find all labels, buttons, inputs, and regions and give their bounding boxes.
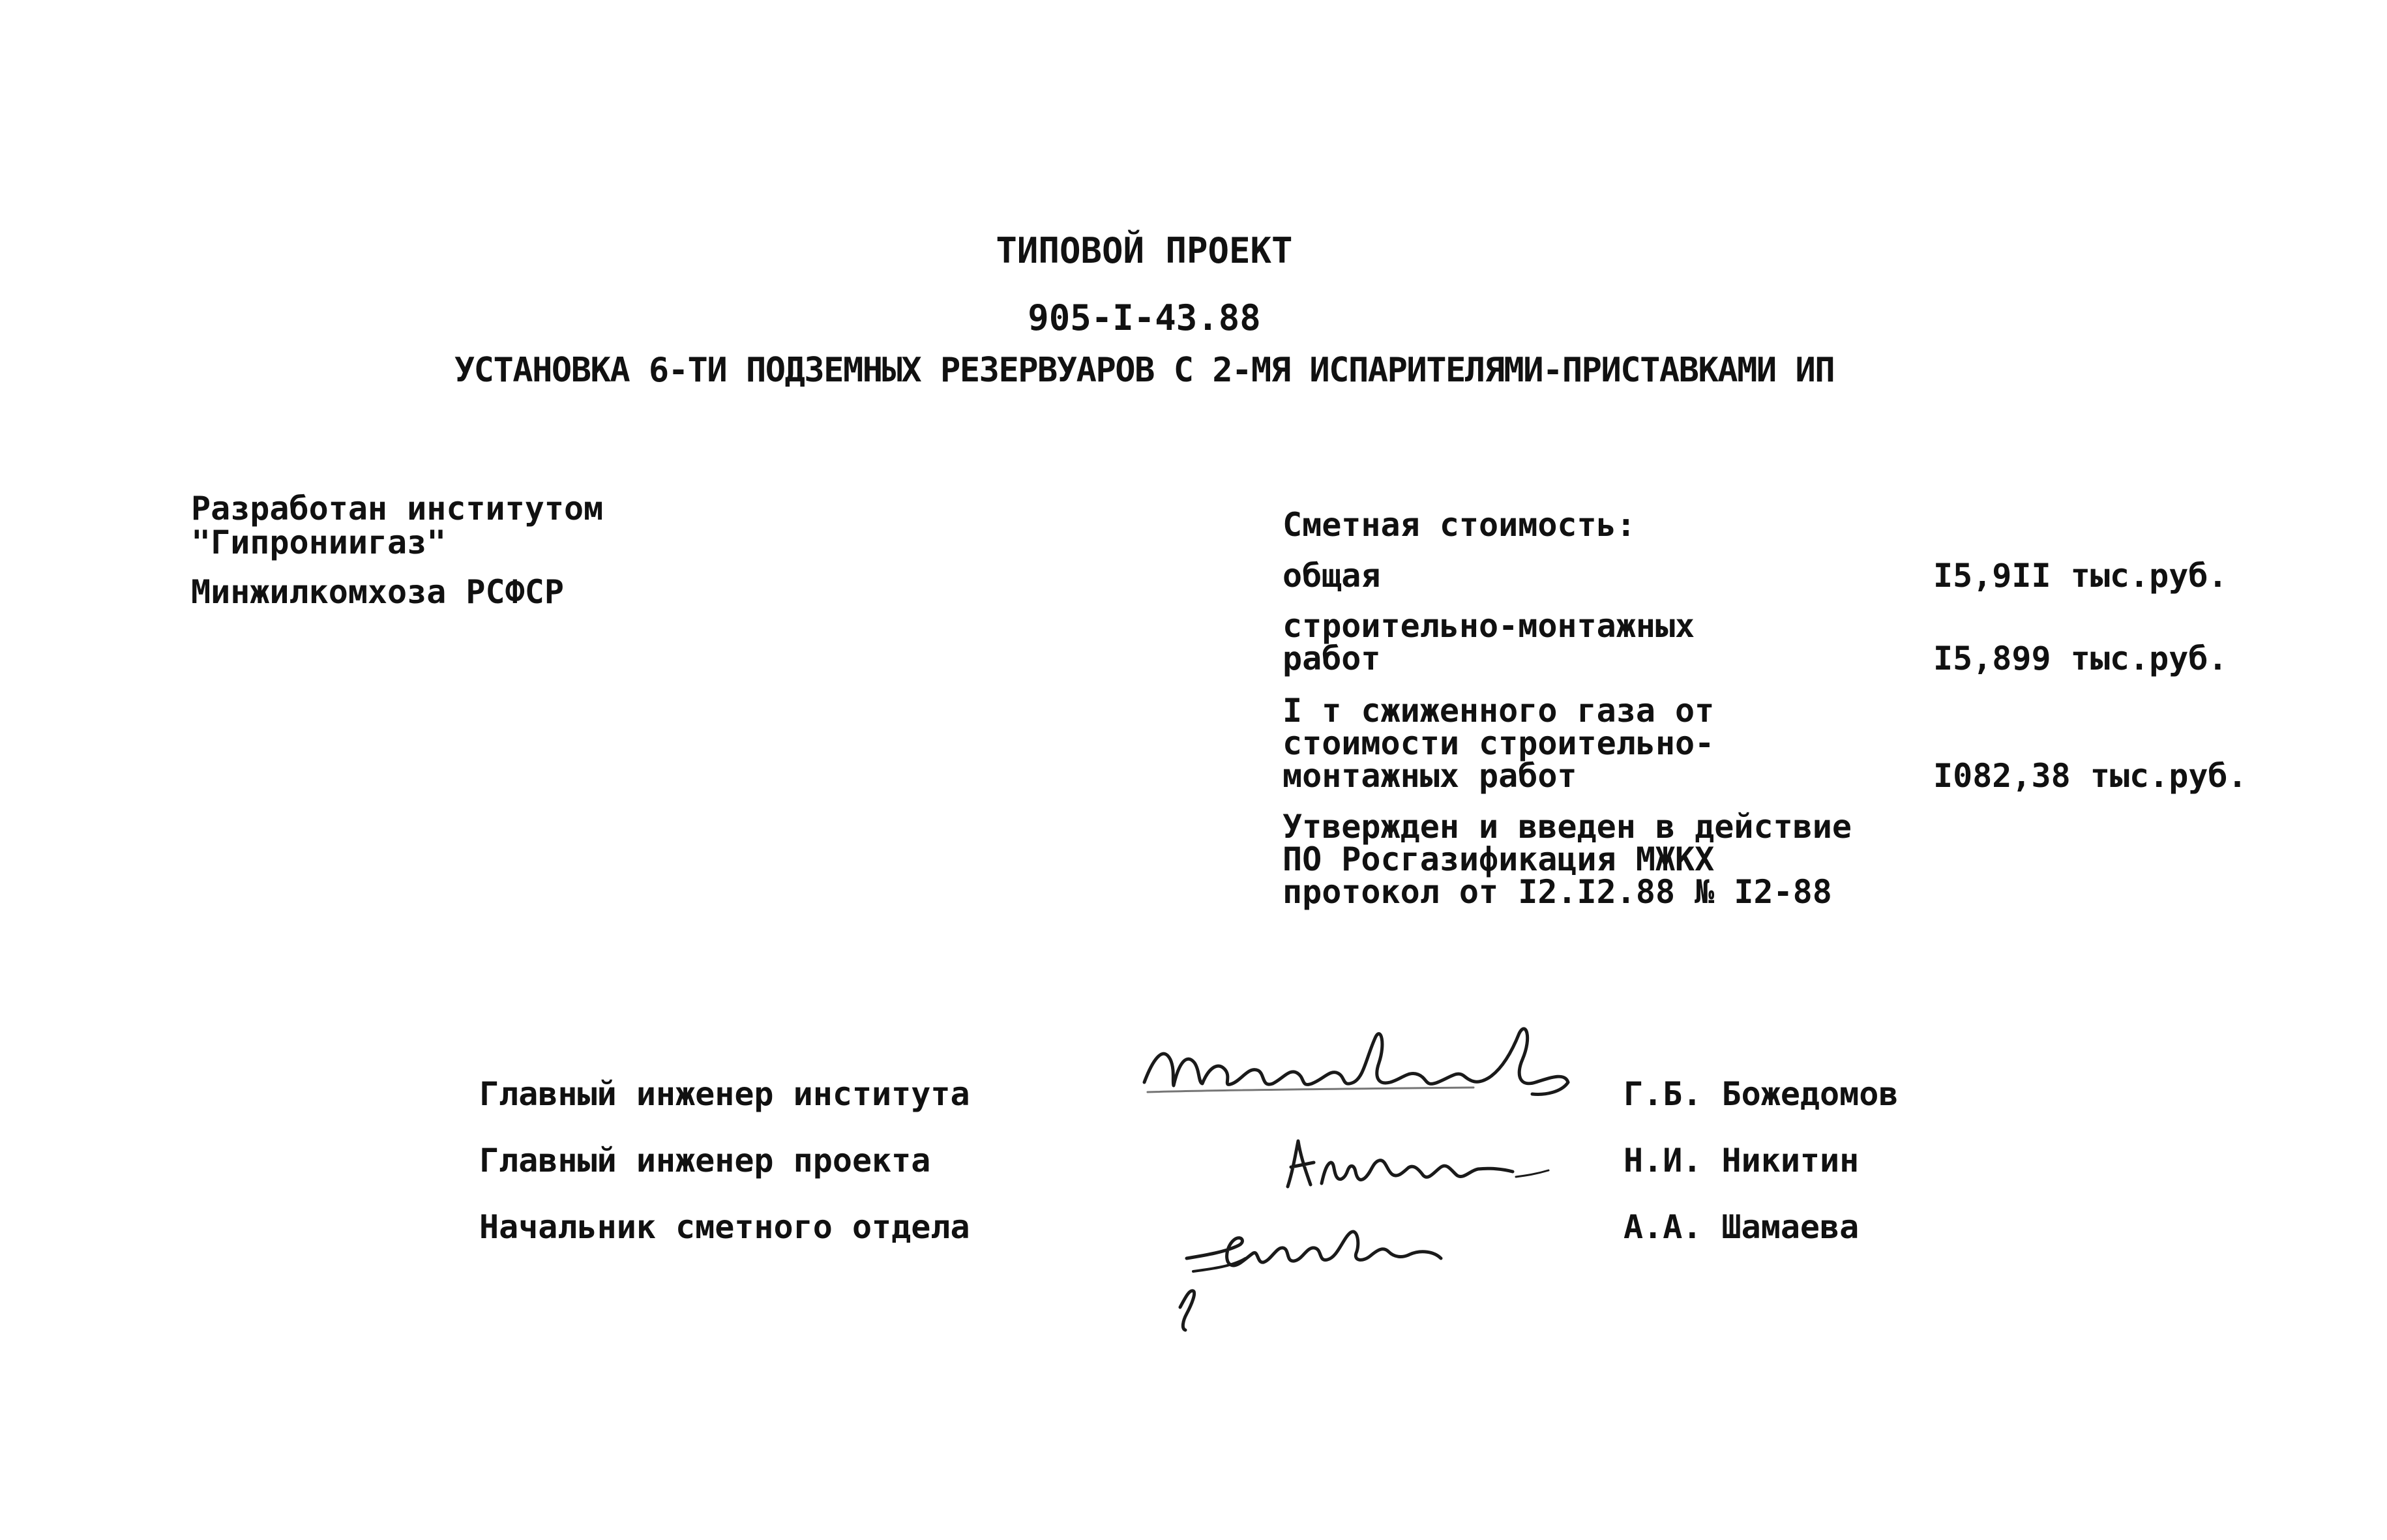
signature-chief-engineer-institute <box>1134 1011 1604 1121</box>
estimate-label: работ <box>1282 640 1381 677</box>
project-number: 905-I-43.88 <box>1028 297 1261 338</box>
doc-type-heading: ТИПОВОЙ ПРОЕКТ <box>996 230 1293 271</box>
developer-line-3: Минжилкомхоза РСФСР <box>191 573 564 611</box>
project-title: УСТАНОВКА 6-ТИ ПОДЗЕМНЫХ РЕЗЕРВУАРОВ С 2-МЯ ИСПАРИТЕЛЯМИ-ПРИСТАВКАМИ ИП <box>454 351 1835 390</box>
approval-line: протокол от I2.I2.88 № I2-88 <box>1282 873 1832 911</box>
estimate-value: I5,899 тыс.руб. <box>1933 640 2228 677</box>
approval-line: ПО Росгазификация МЖКХ <box>1282 840 1715 878</box>
signatory-position: Начальник сметного отдела <box>479 1208 970 1246</box>
developer-line-1: Разработан институтом <box>191 490 604 527</box>
developer-line-2: "Гипрониигаз" <box>191 524 447 561</box>
signatory-name: Г.Б. Божедомов <box>1623 1075 1899 1113</box>
signatory-position: Главный инженер института <box>479 1075 970 1113</box>
estimate-label: строительно-монтажных <box>1282 607 1695 645</box>
estimate-label: монтажных работ <box>1282 757 1577 795</box>
signatory-name: А.А. Шамаева <box>1623 1208 1860 1246</box>
estimate-label: стоимости строительно- <box>1282 724 1715 762</box>
estimate-heading: Сметная стоимость: <box>1282 506 1636 544</box>
approval-line: Утвержден и введен в действие <box>1282 808 1852 846</box>
estimate-label: I т сжиженного газа от <box>1282 692 1715 730</box>
estimate-value: I5,9II тыс.руб. <box>1933 557 2228 595</box>
signatory-name: Н.И. Никитин <box>1623 1142 1860 1179</box>
signatory-position: Главный инженер проекта <box>479 1142 931 1179</box>
estimate-value: I082,38 тыс.руб. <box>1933 757 2247 795</box>
estimate-label: общая <box>1282 557 1381 595</box>
signature-chief-engineer-project <box>1275 1131 1575 1196</box>
signature-head-estimates <box>1167 1206 1506 1350</box>
